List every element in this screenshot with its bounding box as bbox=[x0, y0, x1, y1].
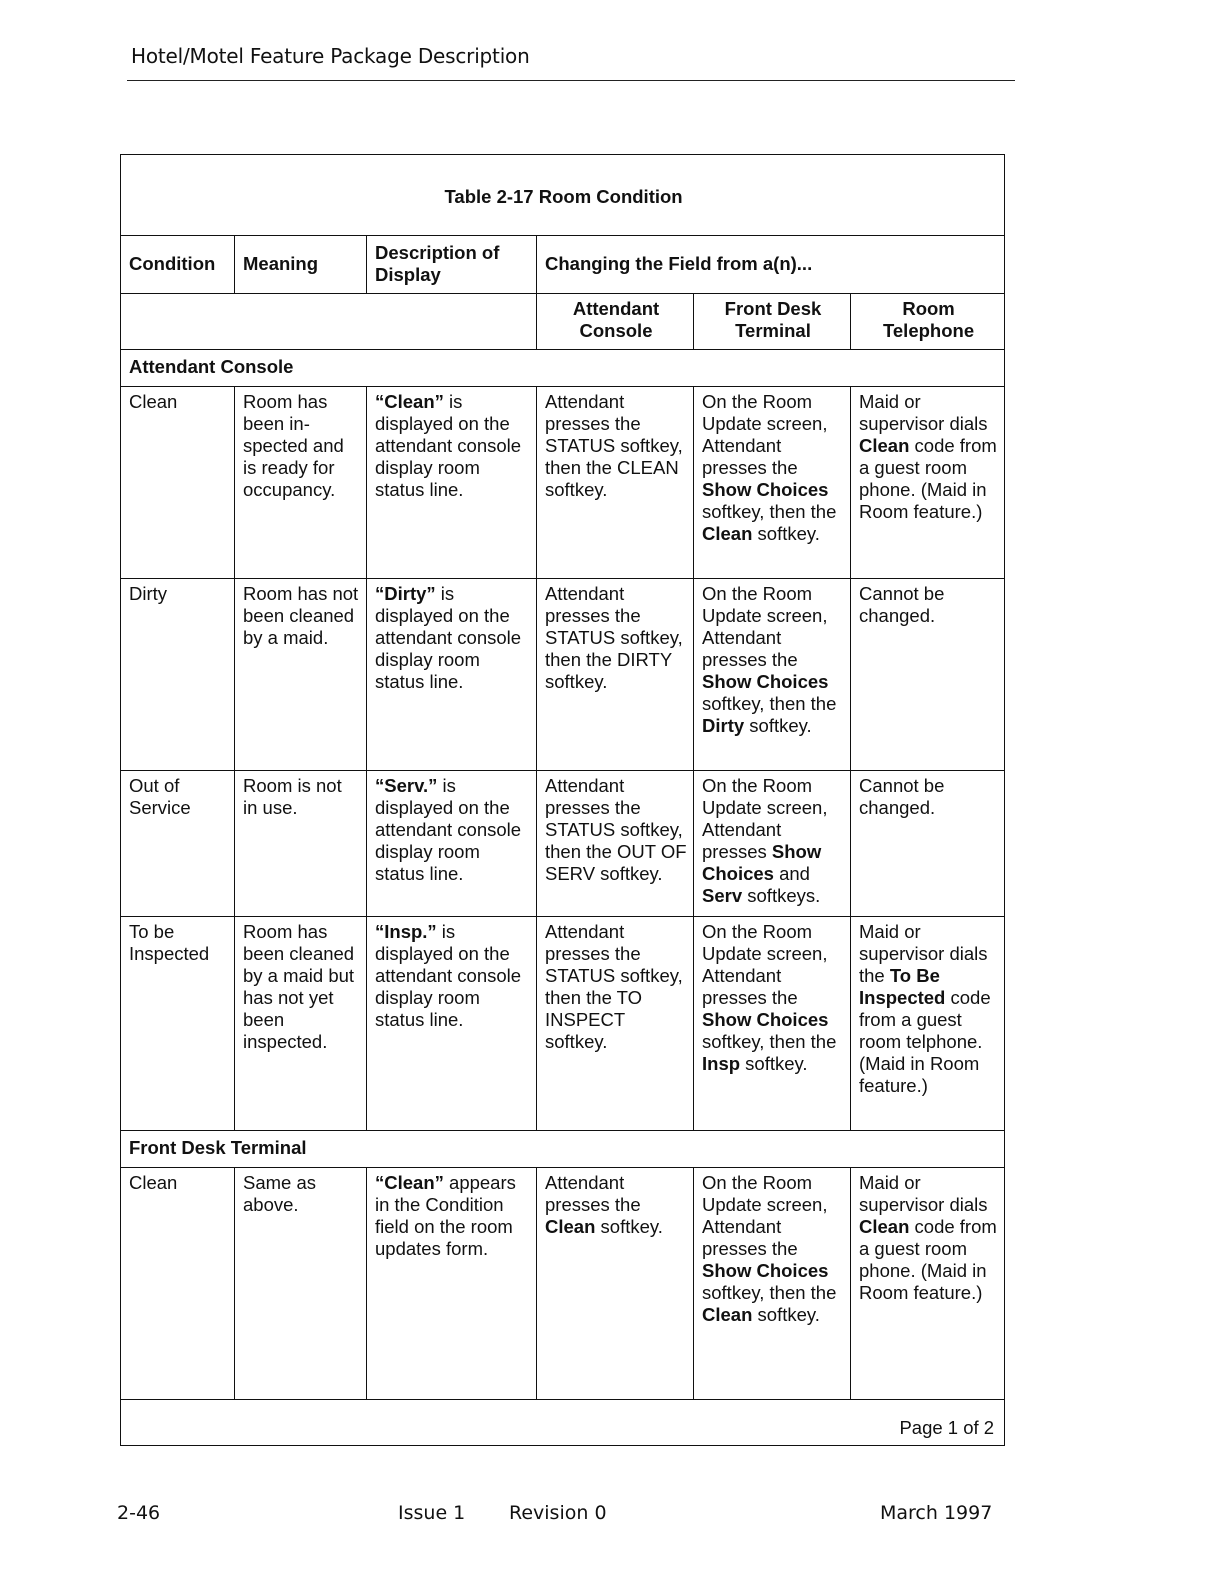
cell-front-desk-terminal bbox=[694, 917, 851, 1131]
text-fragment: Show Choices bbox=[702, 841, 822, 884]
text-fragment: On the Room Update screen, Attendant presses the bbox=[702, 921, 828, 1008]
cell-display bbox=[367, 579, 537, 771]
display-keyword: “Dirty” bbox=[375, 583, 436, 604]
footer-date: March 1997 bbox=[880, 1502, 993, 1524]
cell-attendant-console bbox=[537, 1168, 694, 1400]
text-fragment: softkey, then the bbox=[702, 693, 837, 714]
cell-attendant-console: Attendant presses the STATUS softkey, then the OUT OF SERV softkey. bbox=[537, 771, 694, 917]
table-row bbox=[121, 387, 1005, 579]
footer-page-number: 2-46 bbox=[117, 1502, 161, 1524]
col-header-description: Description of Display bbox=[367, 236, 537, 294]
cell-attendant-console: Attendant presses the STATUS softkey, then the DIRTY softkey. bbox=[537, 579, 694, 771]
section-title: Front Desk Terminal bbox=[121, 1131, 1005, 1168]
cell-attendant-console: Attendant presses the STATUS softkey, then the CLEAN softkey. bbox=[537, 387, 694, 579]
cell-meaning: Room has not been cleaned by a maid. bbox=[235, 579, 367, 771]
text-fragment: Maid or supervisor dials bbox=[859, 1172, 988, 1215]
display-keyword: “Clean” bbox=[375, 391, 444, 412]
text-fragment: softkey, then the bbox=[702, 1031, 837, 1052]
cell-condition: Clean bbox=[121, 387, 235, 579]
text-fragment: Show Choices bbox=[702, 1260, 829, 1281]
cell-meaning: Room has been in-spected and is ready for occupancy. bbox=[235, 387, 367, 579]
display-text: is displayed on the attendant console display room status line. bbox=[375, 921, 522, 1030]
cell-condition: Clean bbox=[121, 1168, 235, 1400]
text-fragment: softkeys. bbox=[742, 885, 821, 906]
text-fragment: To Be Inspected bbox=[859, 965, 946, 1008]
table-row bbox=[121, 771, 1005, 917]
cell-meaning: Room has been cleaned by a maid but has not yet been inspected. bbox=[235, 917, 367, 1131]
cell-condition: Out of Service bbox=[121, 771, 235, 917]
text-fragment: softkey. bbox=[595, 1216, 663, 1237]
table-row bbox=[121, 579, 1005, 771]
table-caption: Table 2-17 Room Condition bbox=[121, 155, 1005, 236]
cell-display bbox=[367, 1168, 537, 1400]
display-keyword: “Insp.” bbox=[375, 921, 437, 942]
text-fragment: Show Choices bbox=[702, 671, 829, 692]
page-indicator: Page 1 of 2 bbox=[121, 1400, 1005, 1446]
display-text: is displayed on the attendant console display room status line. bbox=[375, 583, 522, 692]
cell-front-desk-terminal bbox=[694, 387, 851, 579]
text-fragment: Insp bbox=[702, 1053, 741, 1074]
sub-header-room-telephone: Room Telephone bbox=[851, 294, 1005, 350]
text-fragment: softkey, then the bbox=[702, 1282, 837, 1303]
text-fragment: Show Choices bbox=[702, 479, 829, 500]
cell-room-telephone bbox=[851, 387, 1005, 579]
text-fragment: Clean bbox=[859, 1216, 910, 1237]
cell-condition: Dirty bbox=[121, 579, 235, 771]
display-text: appears in the Condition field on the room updates form. bbox=[375, 1172, 516, 1259]
text-fragment: Cannot be changed. bbox=[859, 775, 945, 818]
cell-room-telephone bbox=[851, 771, 1005, 917]
text-fragment: Dirty bbox=[702, 715, 745, 736]
sub-header-blank bbox=[121, 294, 537, 350]
text-fragment: Clean bbox=[859, 435, 910, 456]
sub-header-attendant-console: Attendant Console bbox=[537, 294, 694, 350]
footer-issue: Issue 1 bbox=[398, 1502, 466, 1524]
cell-room-telephone bbox=[851, 917, 1005, 1131]
col-header-meaning: Meaning bbox=[235, 236, 367, 294]
text-fragment: On the Room Update screen, Attendant presses bbox=[702, 775, 828, 862]
cell-display bbox=[367, 387, 537, 579]
header-rule bbox=[127, 80, 1015, 81]
text-fragment: Cannot be changed. bbox=[859, 583, 945, 626]
text-fragment: Clean bbox=[702, 1304, 753, 1325]
text-fragment: Serv bbox=[702, 885, 743, 906]
text-fragment: On the Room Update screen, Attendant presses the bbox=[702, 391, 828, 478]
cell-room-telephone bbox=[851, 1168, 1005, 1400]
cell-front-desk-terminal bbox=[694, 1168, 851, 1400]
section-title: Attendant Console bbox=[121, 350, 1005, 387]
text-fragment: Maid or supervisor dials bbox=[859, 391, 988, 434]
col-header-condition: Condition bbox=[121, 236, 235, 294]
cell-condition: To be Inspected bbox=[121, 917, 235, 1131]
cell-room-telephone bbox=[851, 579, 1005, 771]
text-fragment: softkey. bbox=[740, 1053, 808, 1074]
text-fragment: On the Room Update screen, Attendant presses the bbox=[702, 1172, 828, 1259]
text-fragment: Clean bbox=[545, 1216, 596, 1237]
footer-revision: Revision 0 bbox=[509, 1502, 607, 1524]
sub-header-front-desk-terminal: Front Desk Terminal bbox=[694, 294, 851, 350]
text-fragment: softkey. bbox=[744, 715, 812, 736]
text-fragment: code from a guest room phone. (Maid in Room feature.) bbox=[859, 435, 997, 522]
text-fragment: code from a guest room phone. (Maid in Room feature.) bbox=[859, 1216, 997, 1303]
table-row bbox=[121, 917, 1005, 1131]
cell-meaning: Room is not in use. bbox=[235, 771, 367, 917]
display-text: is displayed on the attendant console display room status line. bbox=[375, 391, 522, 500]
col-header-changing: Changing the Field from a(n)... bbox=[537, 236, 1005, 294]
cell-front-desk-terminal bbox=[694, 771, 851, 917]
cell-attendant-console: Attendant presses the STATUS softkey, then the TO INSPECT softkey. bbox=[537, 917, 694, 1131]
page-header-title: Hotel/Motel Feature Package Description bbox=[131, 44, 530, 68]
cell-display bbox=[367, 917, 537, 1131]
display-keyword: “Clean” bbox=[375, 1172, 444, 1193]
table-row bbox=[121, 1168, 1005, 1400]
text-fragment: softkey. bbox=[752, 1304, 820, 1325]
text-fragment: Show Choices bbox=[702, 1009, 829, 1030]
text-fragment: softkey, then the bbox=[702, 501, 837, 522]
cell-meaning: Same as above. bbox=[235, 1168, 367, 1400]
display-text: is displayed on the attendant console display room status line. bbox=[375, 775, 522, 884]
text-fragment: softkey. bbox=[752, 523, 820, 544]
room-condition-table bbox=[120, 154, 1005, 1446]
cell-front-desk-terminal bbox=[694, 579, 851, 771]
text-fragment: Attendant presses the bbox=[545, 1172, 641, 1215]
text-fragment: Maid or supervisor dials the bbox=[859, 921, 988, 986]
display-keyword: “Serv.” bbox=[375, 775, 438, 796]
text-fragment: and bbox=[773, 863, 810, 884]
text-fragment: code from a guest room telphone. (Maid in Room feature.) bbox=[859, 987, 991, 1096]
cell-display bbox=[367, 771, 537, 917]
text-fragment: On the Room Update screen, Attendant presses the bbox=[702, 583, 828, 670]
text-fragment: Clean bbox=[702, 523, 753, 544]
